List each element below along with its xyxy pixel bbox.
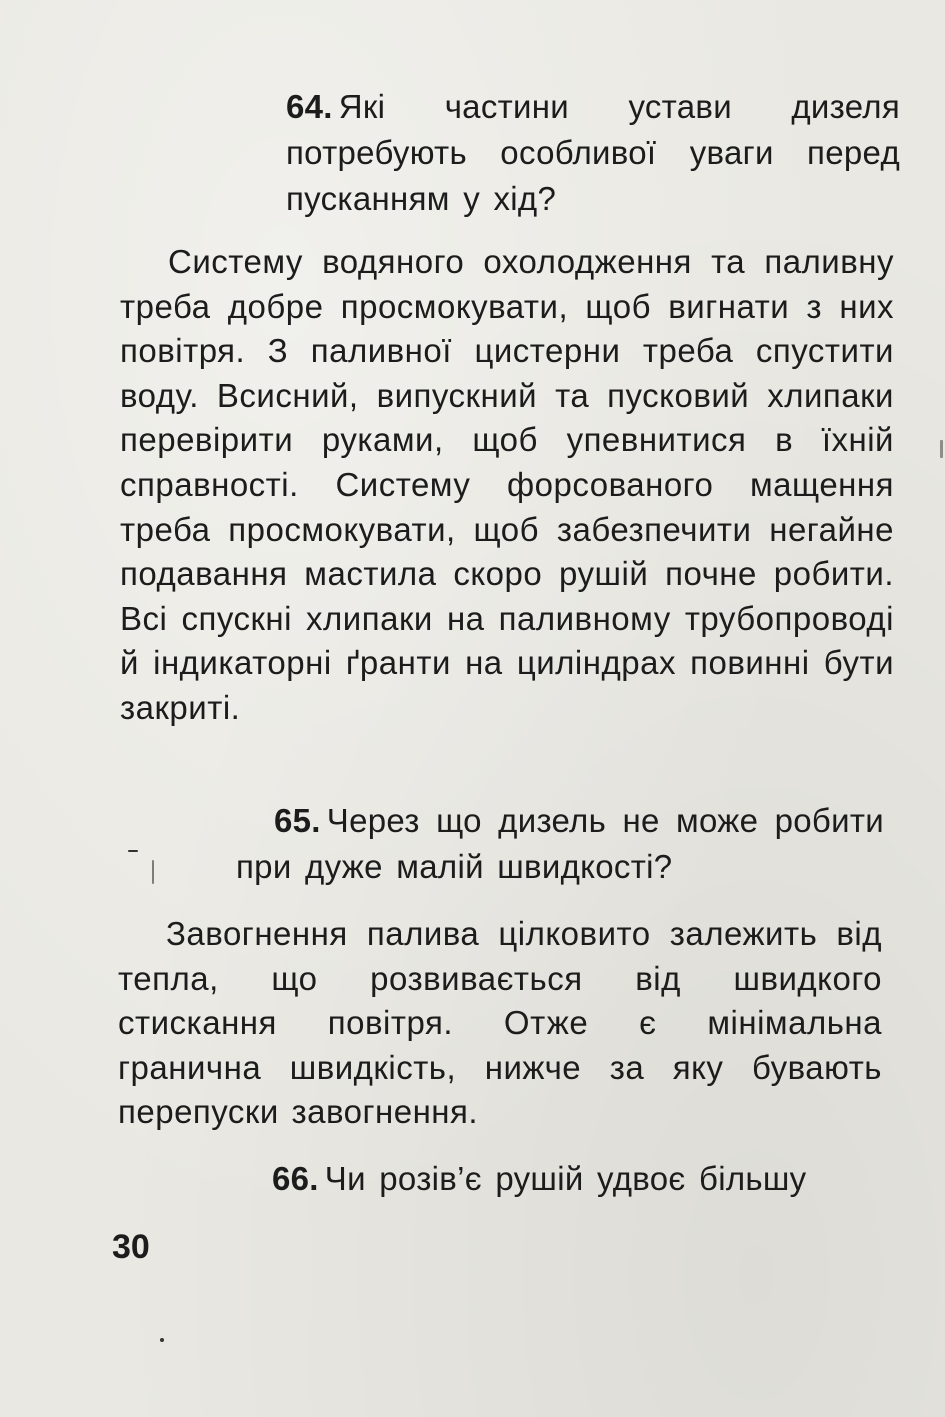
question-text: Які частини устави дизеля потребують особливої уваги перед пусканням у хід? xyxy=(286,88,900,217)
ink-speck xyxy=(152,860,154,884)
question-66 xyxy=(272,1156,882,1202)
ink-speck xyxy=(160,1338,164,1342)
question-64 xyxy=(286,84,900,222)
question-65 xyxy=(236,798,884,890)
question-text: Чи розів’є рушій удвоє більшу xyxy=(324,1160,807,1197)
question-number: 64. xyxy=(286,88,333,125)
ink-speck xyxy=(940,440,943,458)
page-number: 30 xyxy=(112,1228,150,1266)
answer-64: Систему водяного охолодження та паливну треба добре просмокувати, щоб вигнати з них повітря. З паливної цистерни треба спустити воду. Всисний, випускний та пусковий хлипаки перевірити руками, щоб упевнитися в їхній справності. Систему форсованого мащення треба просмокувати, щоб забезпечити негайне подавання мастила скоро рушій почне робити. Всі спускні хлипаки на паливному трубопроводі й індикаторні ґранти на циліндрах повинні бути закриті. xyxy=(120,243,894,726)
question-number: 65. xyxy=(274,802,321,839)
ink-speck xyxy=(128,850,138,852)
answer-65: Завогнення палива цілковито залежить від тепла, що розвивається від швидкого стискання повітря. Отже є мінімальна гранична швидкість, нижче за яку бувають перепуски завогнення. xyxy=(118,915,882,1131)
question-text: Через що дизель не може робити при дуже малій швидкості? xyxy=(236,802,884,885)
question-number: 66. xyxy=(272,1160,319,1197)
